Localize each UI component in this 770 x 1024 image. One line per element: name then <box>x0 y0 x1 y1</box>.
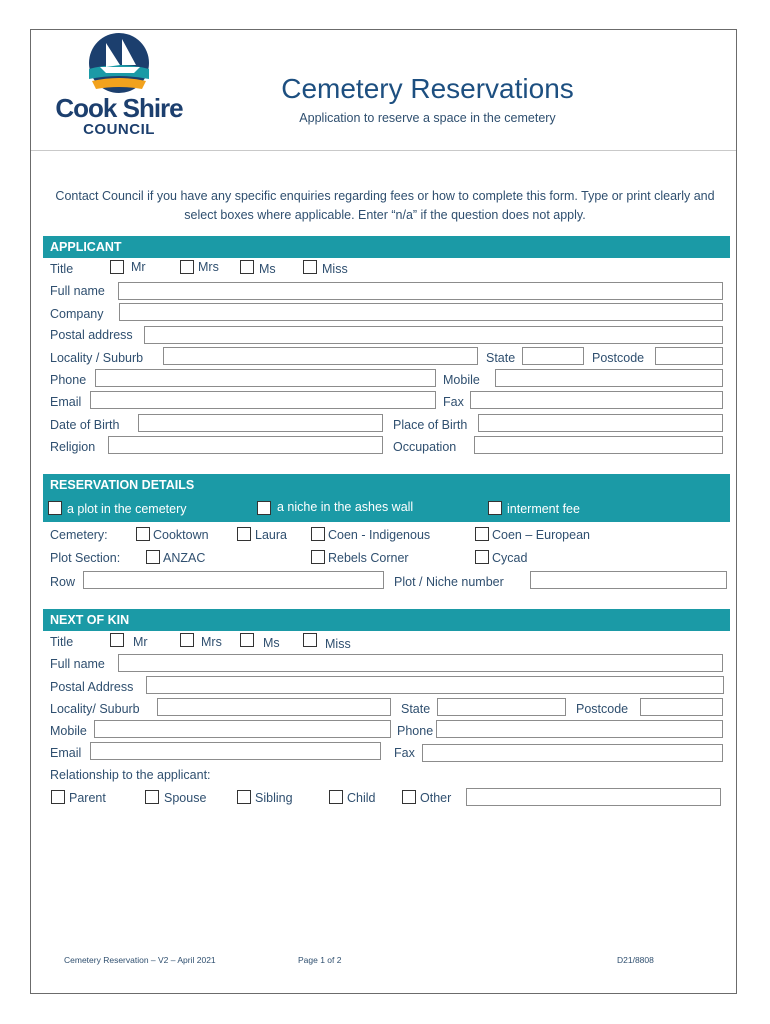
footer-document-ref: D21/8808 <box>617 955 654 965</box>
applicant-full-name-field[interactable] <box>118 282 723 300</box>
relationship-other-field[interactable] <box>466 788 721 806</box>
nok-title-mr-label: Mr <box>133 635 148 649</box>
cemetery-coen-indigenous-checkbox[interactable] <box>311 527 325 541</box>
nok-locality-field[interactable] <box>157 698 391 716</box>
relationship-spouse-checkbox[interactable] <box>145 790 159 804</box>
reservation-niche-checkbox[interactable] <box>257 501 271 515</box>
nok-full-name-field[interactable] <box>118 654 723 672</box>
nok-state-field[interactable] <box>437 698 566 716</box>
section-cycad-label: Cycad <box>492 551 528 565</box>
reservation-section-title: RESERVATION DETAILS <box>50 478 195 492</box>
applicant-email-field[interactable] <box>90 391 436 409</box>
reservation-niche-label: a niche in the ashes wall <box>277 500 414 514</box>
applicant-dob-label: Date of Birth <box>50 418 120 432</box>
applicant-title-label: Title <box>50 262 74 276</box>
section-rebels-corner-checkbox[interactable] <box>311 550 325 564</box>
intro-text: Contact Council if you have any specific enquiries regarding fees or how to complete this form. Type or print clearly and select boxes where applicable. Enter “n/a” if the question does not apply. <box>55 189 715 222</box>
reservation-interment-fee-label: interment fee <box>507 502 580 516</box>
logo-text-cook-shire: Cook Shire <box>55 93 183 123</box>
relationship-parent-label: Parent <box>69 791 106 805</box>
nok-email-label: Email <box>50 746 82 760</box>
relationship-sibling-checkbox[interactable] <box>237 790 251 804</box>
reservation-interment-fee-checkbox[interactable] <box>488 501 502 515</box>
cemetery-label: Cemetery: <box>50 528 108 542</box>
section-cycad-checkbox[interactable] <box>475 550 489 564</box>
nok-locality-label: Locality/ Suburb <box>50 702 140 716</box>
relationship-spouse-label: Spouse <box>164 791 207 805</box>
applicant-locality-field[interactable] <box>163 347 478 365</box>
applicant-postal-address-field[interactable] <box>144 326 723 344</box>
applicant-title-ms-label: Ms <box>259 262 276 276</box>
applicant-title-miss-label: Miss <box>322 262 348 276</box>
relationship-label: Relationship to the applicant: <box>50 768 211 782</box>
applicant-postcode-field[interactable] <box>655 347 723 365</box>
applicant-full-name-label: Full name <box>50 284 105 298</box>
nok-title-miss-checkbox[interactable] <box>303 633 317 647</box>
footer-page-number: Page 1 of 2 <box>298 955 342 965</box>
nok-state-label: State <box>401 702 431 716</box>
applicant-mobile-field[interactable] <box>495 369 723 387</box>
nok-title-mr-checkbox[interactable] <box>110 633 124 647</box>
applicant-pob-label: Place of Birth <box>393 418 468 432</box>
applicant-company-field[interactable] <box>119 303 723 321</box>
relationship-parent-checkbox[interactable] <box>51 790 65 804</box>
cemetery-coen-european-label: Coen – European <box>492 528 590 542</box>
nok-email-field[interactable] <box>90 742 381 760</box>
nok-postcode-field[interactable] <box>640 698 723 716</box>
cemetery-cooktown-label: Cooktown <box>153 528 209 542</box>
applicant-mobile-label: Mobile <box>443 373 480 387</box>
nok-mobile-label: Mobile <box>50 724 87 738</box>
nok-phone-label: Phone <box>397 724 434 738</box>
ship-emblem-icon <box>54 31 184 95</box>
cemetery-coen-european-checkbox[interactable] <box>475 527 489 541</box>
relationship-sibling-label: Sibling <box>255 791 293 805</box>
applicant-postcode-label: Postcode <box>592 351 645 365</box>
relationship-child-checkbox[interactable] <box>329 790 343 804</box>
next-of-kin-section-header: NEXT OF KIN <box>43 609 730 631</box>
plot-niche-number-label: Plot / Niche number <box>394 575 504 589</box>
nok-phone-field[interactable] <box>436 720 723 738</box>
nok-title-mrs-label: Mrs <box>201 635 222 649</box>
page-title: Cemetery Reservations <box>281 73 574 104</box>
nok-fax-label: Fax <box>394 746 415 760</box>
applicant-dob-field[interactable] <box>138 414 383 432</box>
nok-postal-address-label: Postal Address <box>50 680 134 694</box>
applicant-state-field[interactable] <box>522 347 584 365</box>
applicant-pob-field[interactable] <box>478 414 723 432</box>
applicant-phone-field[interactable] <box>95 369 436 387</box>
cemetery-laura-label: Laura <box>255 528 287 542</box>
logo-text-council: COUNCIL <box>83 121 155 138</box>
applicant-occupation-label: Occupation <box>393 440 457 454</box>
nok-title-ms-label: Ms <box>263 636 280 650</box>
applicant-title-mrs-checkbox[interactable] <box>180 260 194 274</box>
cemetery-laura-checkbox[interactable] <box>237 527 251 541</box>
applicant-religion-label: Religion <box>50 440 96 454</box>
applicant-section-header: APPLICANT <box>43 236 730 258</box>
applicant-fax-label: Fax <box>443 395 464 409</box>
applicant-state-label: State <box>486 351 516 365</box>
cemetery-cooktown-checkbox[interactable] <box>136 527 150 541</box>
cemetery-coen-indigenous-label: Coen - Indigenous <box>328 528 431 542</box>
applicant-title-mr-label: Mr <box>131 260 146 274</box>
row-label: Row <box>50 575 76 589</box>
header-divider <box>31 150 736 151</box>
relationship-other-label: Other <box>420 791 452 805</box>
plot-section-label: Plot Section: <box>50 551 121 565</box>
page-subtitle: Application to reserve a space in the cemetery <box>299 111 556 125</box>
nok-mobile-field[interactable] <box>94 720 391 738</box>
applicant-phone-label: Phone <box>50 373 87 387</box>
footer-document-version: Cemetery Reservation – V2 – April 2021 <box>64 955 216 965</box>
reservation-plot-label: a plot in the cemetery <box>67 502 187 516</box>
plot-niche-number-field[interactable] <box>530 571 727 589</box>
nok-title-label: Title <box>50 635 74 649</box>
nok-postal-address-field[interactable] <box>146 676 724 694</box>
reservation-plot-checkbox[interactable] <box>48 501 62 515</box>
council-logo <box>54 31 184 143</box>
section-anzac-label: ANZAC <box>163 551 206 565</box>
section-anzac-checkbox[interactable] <box>146 550 160 564</box>
nok-title-miss-label: Miss <box>325 637 351 651</box>
applicant-postal-address-label: Postal address <box>50 328 133 342</box>
applicant-title-mrs-label: Mrs <box>198 260 219 274</box>
relationship-other-checkbox[interactable] <box>402 790 416 804</box>
nok-postcode-label: Postcode <box>576 702 629 716</box>
nok-full-name-label: Full name <box>50 657 105 671</box>
relationship-child-label: Child <box>347 791 376 805</box>
applicant-email-label: Email <box>50 395 82 409</box>
nok-title-ms-checkbox[interactable] <box>240 633 254 647</box>
nok-title-mrs-checkbox[interactable] <box>180 633 194 647</box>
applicant-title-miss-checkbox[interactable] <box>303 260 317 274</box>
applicant-fax-field[interactable] <box>470 391 723 409</box>
section-rebels-corner-label: Rebels Corner <box>328 551 409 565</box>
nok-fax-field[interactable] <box>422 744 723 762</box>
applicant-title-ms-checkbox[interactable] <box>240 260 254 274</box>
applicant-locality-label: Locality / Suburb <box>50 351 144 365</box>
applicant-occupation-field[interactable] <box>474 436 723 454</box>
row-field[interactable] <box>83 571 384 589</box>
applicant-company-label: Company <box>50 307 104 321</box>
applicant-title-mr-checkbox[interactable] <box>110 260 124 274</box>
applicant-religion-field[interactable] <box>108 436 383 454</box>
